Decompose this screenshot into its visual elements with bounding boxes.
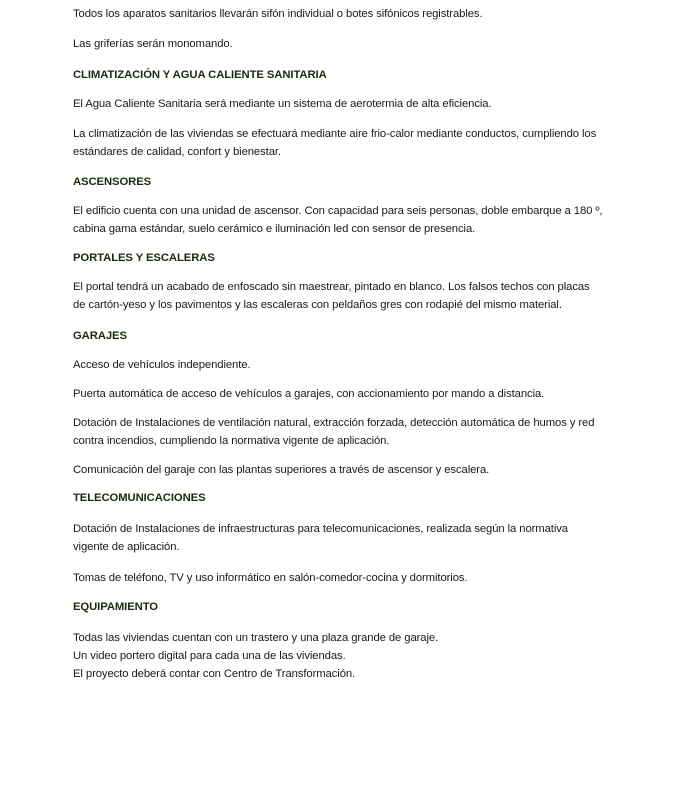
heading-garajes: GARAJES xyxy=(73,330,127,342)
paragraph-griferias: Las griferías serán monomando. xyxy=(73,38,233,50)
paragraph-equipamiento xyxy=(73,629,653,683)
text-line: contra incendios, cumpliendo la normativa vigente de aplicación. xyxy=(73,435,390,447)
heading-equipamiento: EQUIPAMIENTO xyxy=(73,601,158,613)
text-line: El proyecto deberá contar con Centro de Transformación. xyxy=(73,668,356,680)
text-line: Todas las viviendas cuentan con un trastero y una plaza grande de garaje. xyxy=(73,632,439,644)
text-line: de cartón-yeso y los pavimentos y las escaleras con peldaños gres con rodapié del mismo material. xyxy=(73,299,562,311)
paragraph-puerta-automatica: Puerta automática de acceso de vehículos a garajes, con accionamiento por mando a distancia. xyxy=(73,388,545,400)
paragraph-comunicacion-garaje: Comunicación del garaje con las plantas superiores a través de ascensor y escalera. xyxy=(73,464,490,476)
text-line: Un video portero digital para cada una de las viviendas. xyxy=(73,650,346,662)
paragraph-tomas: Tomas de teléfono, TV y uso informático en salón-comedor-cocina y dormitorios. xyxy=(73,572,468,584)
text-line: Dotación de Instalaciones de ventilación natural, extracción forzada, detección automática de humos y red xyxy=(73,417,595,429)
paragraph-acceso-vehiculos: Acceso de vehículos independiente. xyxy=(73,359,251,371)
text-line: cabina gama estándar, suelo cerámico e iluminación led con sensor de presencia. xyxy=(73,223,476,235)
text-line: Dotación de Instalaciones de infraestructuras para telecomunicaciones, realizada según la normativa xyxy=(73,523,568,535)
paragraph-sanitarios: Todos los aparatos sanitarios llevarán sifón individual o botes sifónicos registrables. xyxy=(73,8,483,20)
text-line: El edificio cuenta con una unidad de ascensor. Con capacidad para seis personas, doble embarque a 180 º, xyxy=(73,205,603,217)
text-line: La climatización de las viviendas se efectuará mediante aire frio-calor mediante conductos, cumpliendo los xyxy=(73,128,597,140)
paragraph-portales xyxy=(73,278,653,314)
paragraph-agua-caliente: El Agua Caliente Sanitaria será mediante un sistema de aerotermia de alta eficiencia. xyxy=(73,98,492,110)
paragraph-ascensores xyxy=(73,202,653,238)
paragraph-dotacion-garaje xyxy=(73,414,653,450)
paragraph-infraestructuras xyxy=(73,520,653,556)
heading-climatizacion: CLIMATIZACIÓN Y AGUA CALIENTE SANITARIA xyxy=(73,69,327,81)
heading-portales: PORTALES Y ESCALERAS xyxy=(73,252,215,264)
text-line: vigente de aplicación. xyxy=(73,541,180,553)
heading-telecomunicaciones: TELECOMUNICACIONES xyxy=(73,492,206,504)
paragraph-climatizacion xyxy=(73,125,653,161)
heading-ascensores: ASCENSORES xyxy=(73,176,152,188)
text-line: El portal tendrá un acabado de enfoscado sin maestrear, pintado en blanco. Los falsos techos con placas xyxy=(73,281,590,293)
text-line: estándares de calidad, confort y bienestar. xyxy=(73,146,281,158)
